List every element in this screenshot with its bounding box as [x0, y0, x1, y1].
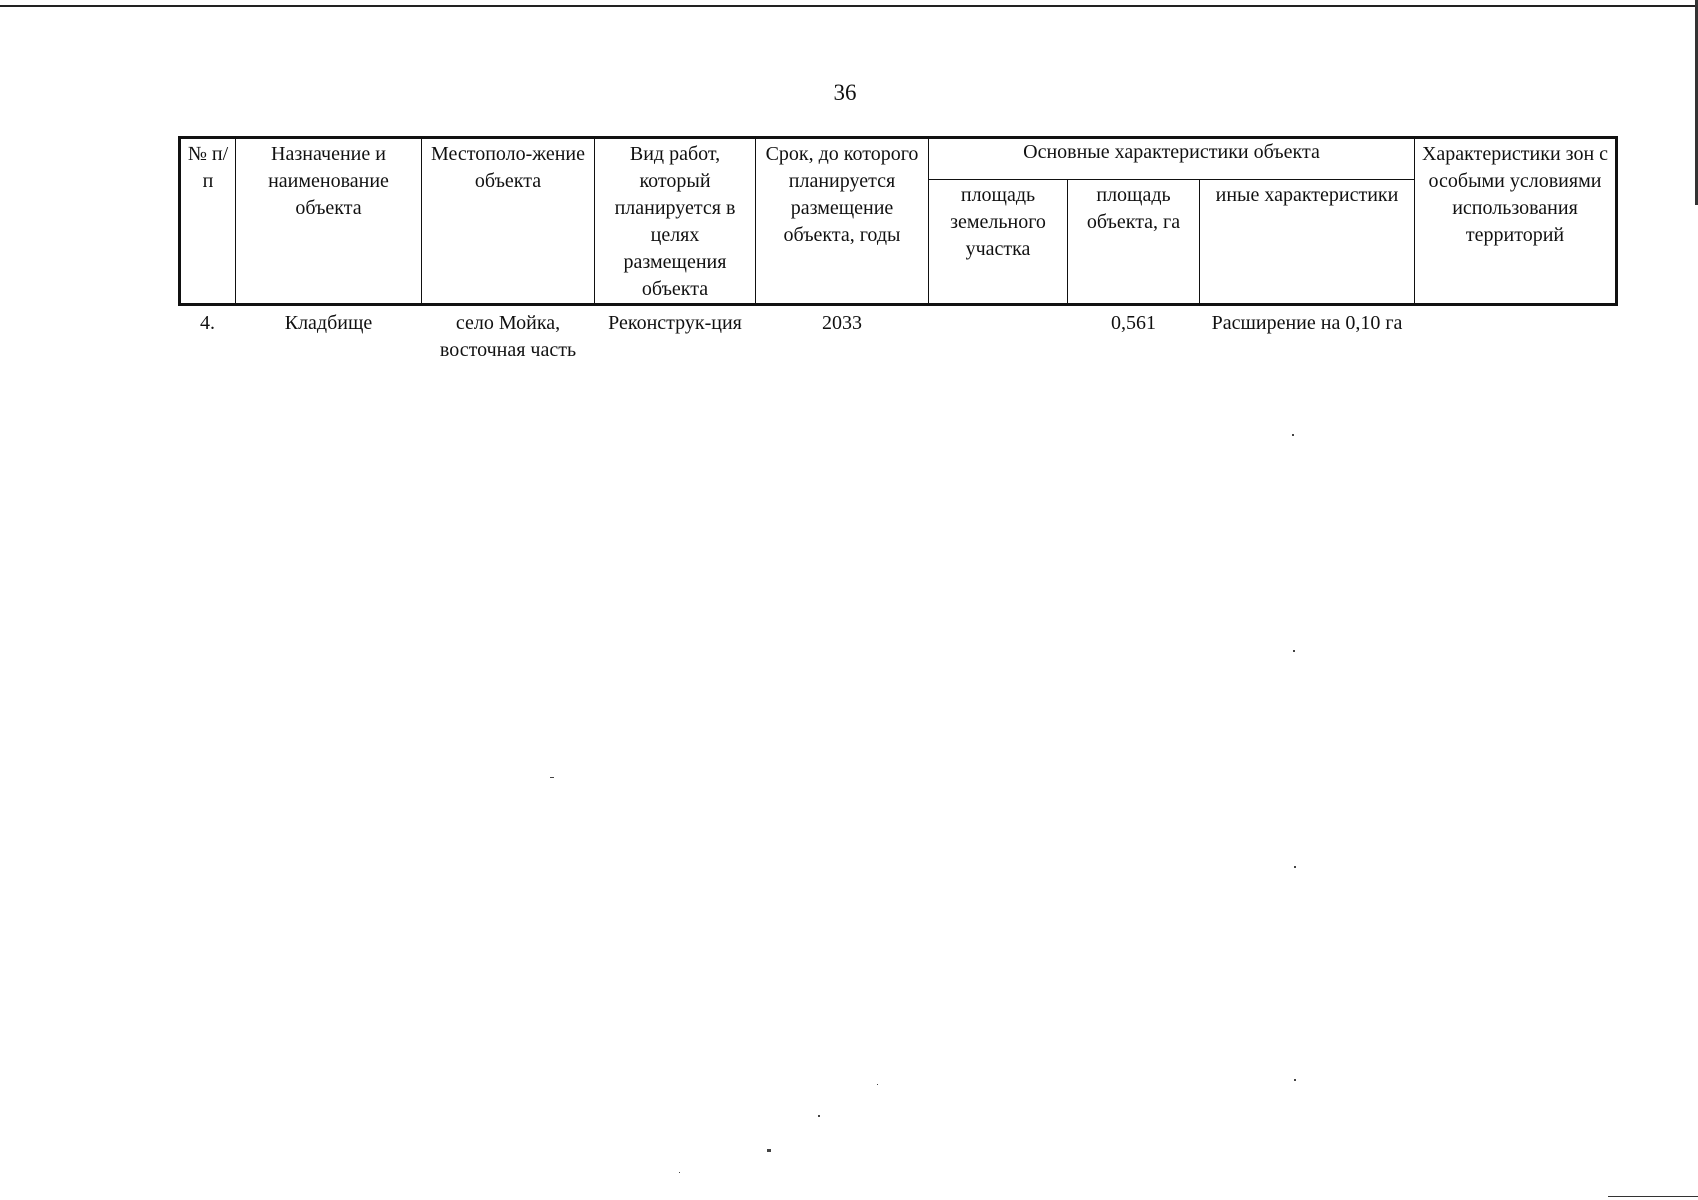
scan-top-border — [0, 5, 1698, 7]
table-header — [180, 138, 1617, 305]
cell-land-area — [929, 305, 1068, 365]
table-body — [180, 305, 1617, 365]
header-name: Назначение и наименование объекта — [236, 138, 422, 305]
scan-speck — [877, 1084, 878, 1085]
scan-speck — [550, 777, 554, 778]
scan-speck — [767, 1149, 771, 1152]
scan-speck — [1294, 866, 1296, 868]
header-other: иные характеристики — [1200, 180, 1415, 305]
header-main-characteristics: Основные характеристики объекта — [929, 138, 1415, 180]
header-location: Местополо-жение объекта — [422, 138, 595, 305]
cell-work-type: Реконструк-ция — [608, 312, 742, 334]
page-number: 36 — [833, 80, 857, 105]
cell-num: 4. — [200, 312, 215, 334]
header-num: № п/п — [180, 138, 236, 305]
scan-speck — [1294, 1079, 1296, 1081]
header-work-type: Вид работ, который планируется в целях размещения объекта — [595, 138, 756, 305]
header-term: Срок, до которого планируется размещение объекта, годы — [756, 138, 929, 305]
header-object-area: площадь объекта, га — [1068, 180, 1200, 305]
cell-object-area: 0,561 — [1111, 312, 1156, 334]
header-zones: Характеристики зон с особыми условиями использования территорий — [1415, 138, 1617, 305]
header-land-area: площадь земельного участка — [929, 180, 1068, 305]
objects-table — [178, 136, 1618, 364]
table-row — [180, 305, 1617, 365]
scan-speck — [1293, 650, 1295, 652]
cell-location: село Мойка, восточная часть — [439, 312, 577, 361]
scan-bottom-mark — [1608, 1196, 1698, 1197]
scan-speck — [679, 1172, 680, 1173]
cell-zones — [1415, 305, 1617, 365]
cell-other: Расширение на 0,10 га — [1211, 312, 1403, 334]
scan-speck — [818, 1115, 820, 1117]
cell-term: 2033 — [822, 312, 862, 334]
scan-speck — [1292, 434, 1294, 436]
cell-name: Кладбище — [284, 312, 373, 334]
